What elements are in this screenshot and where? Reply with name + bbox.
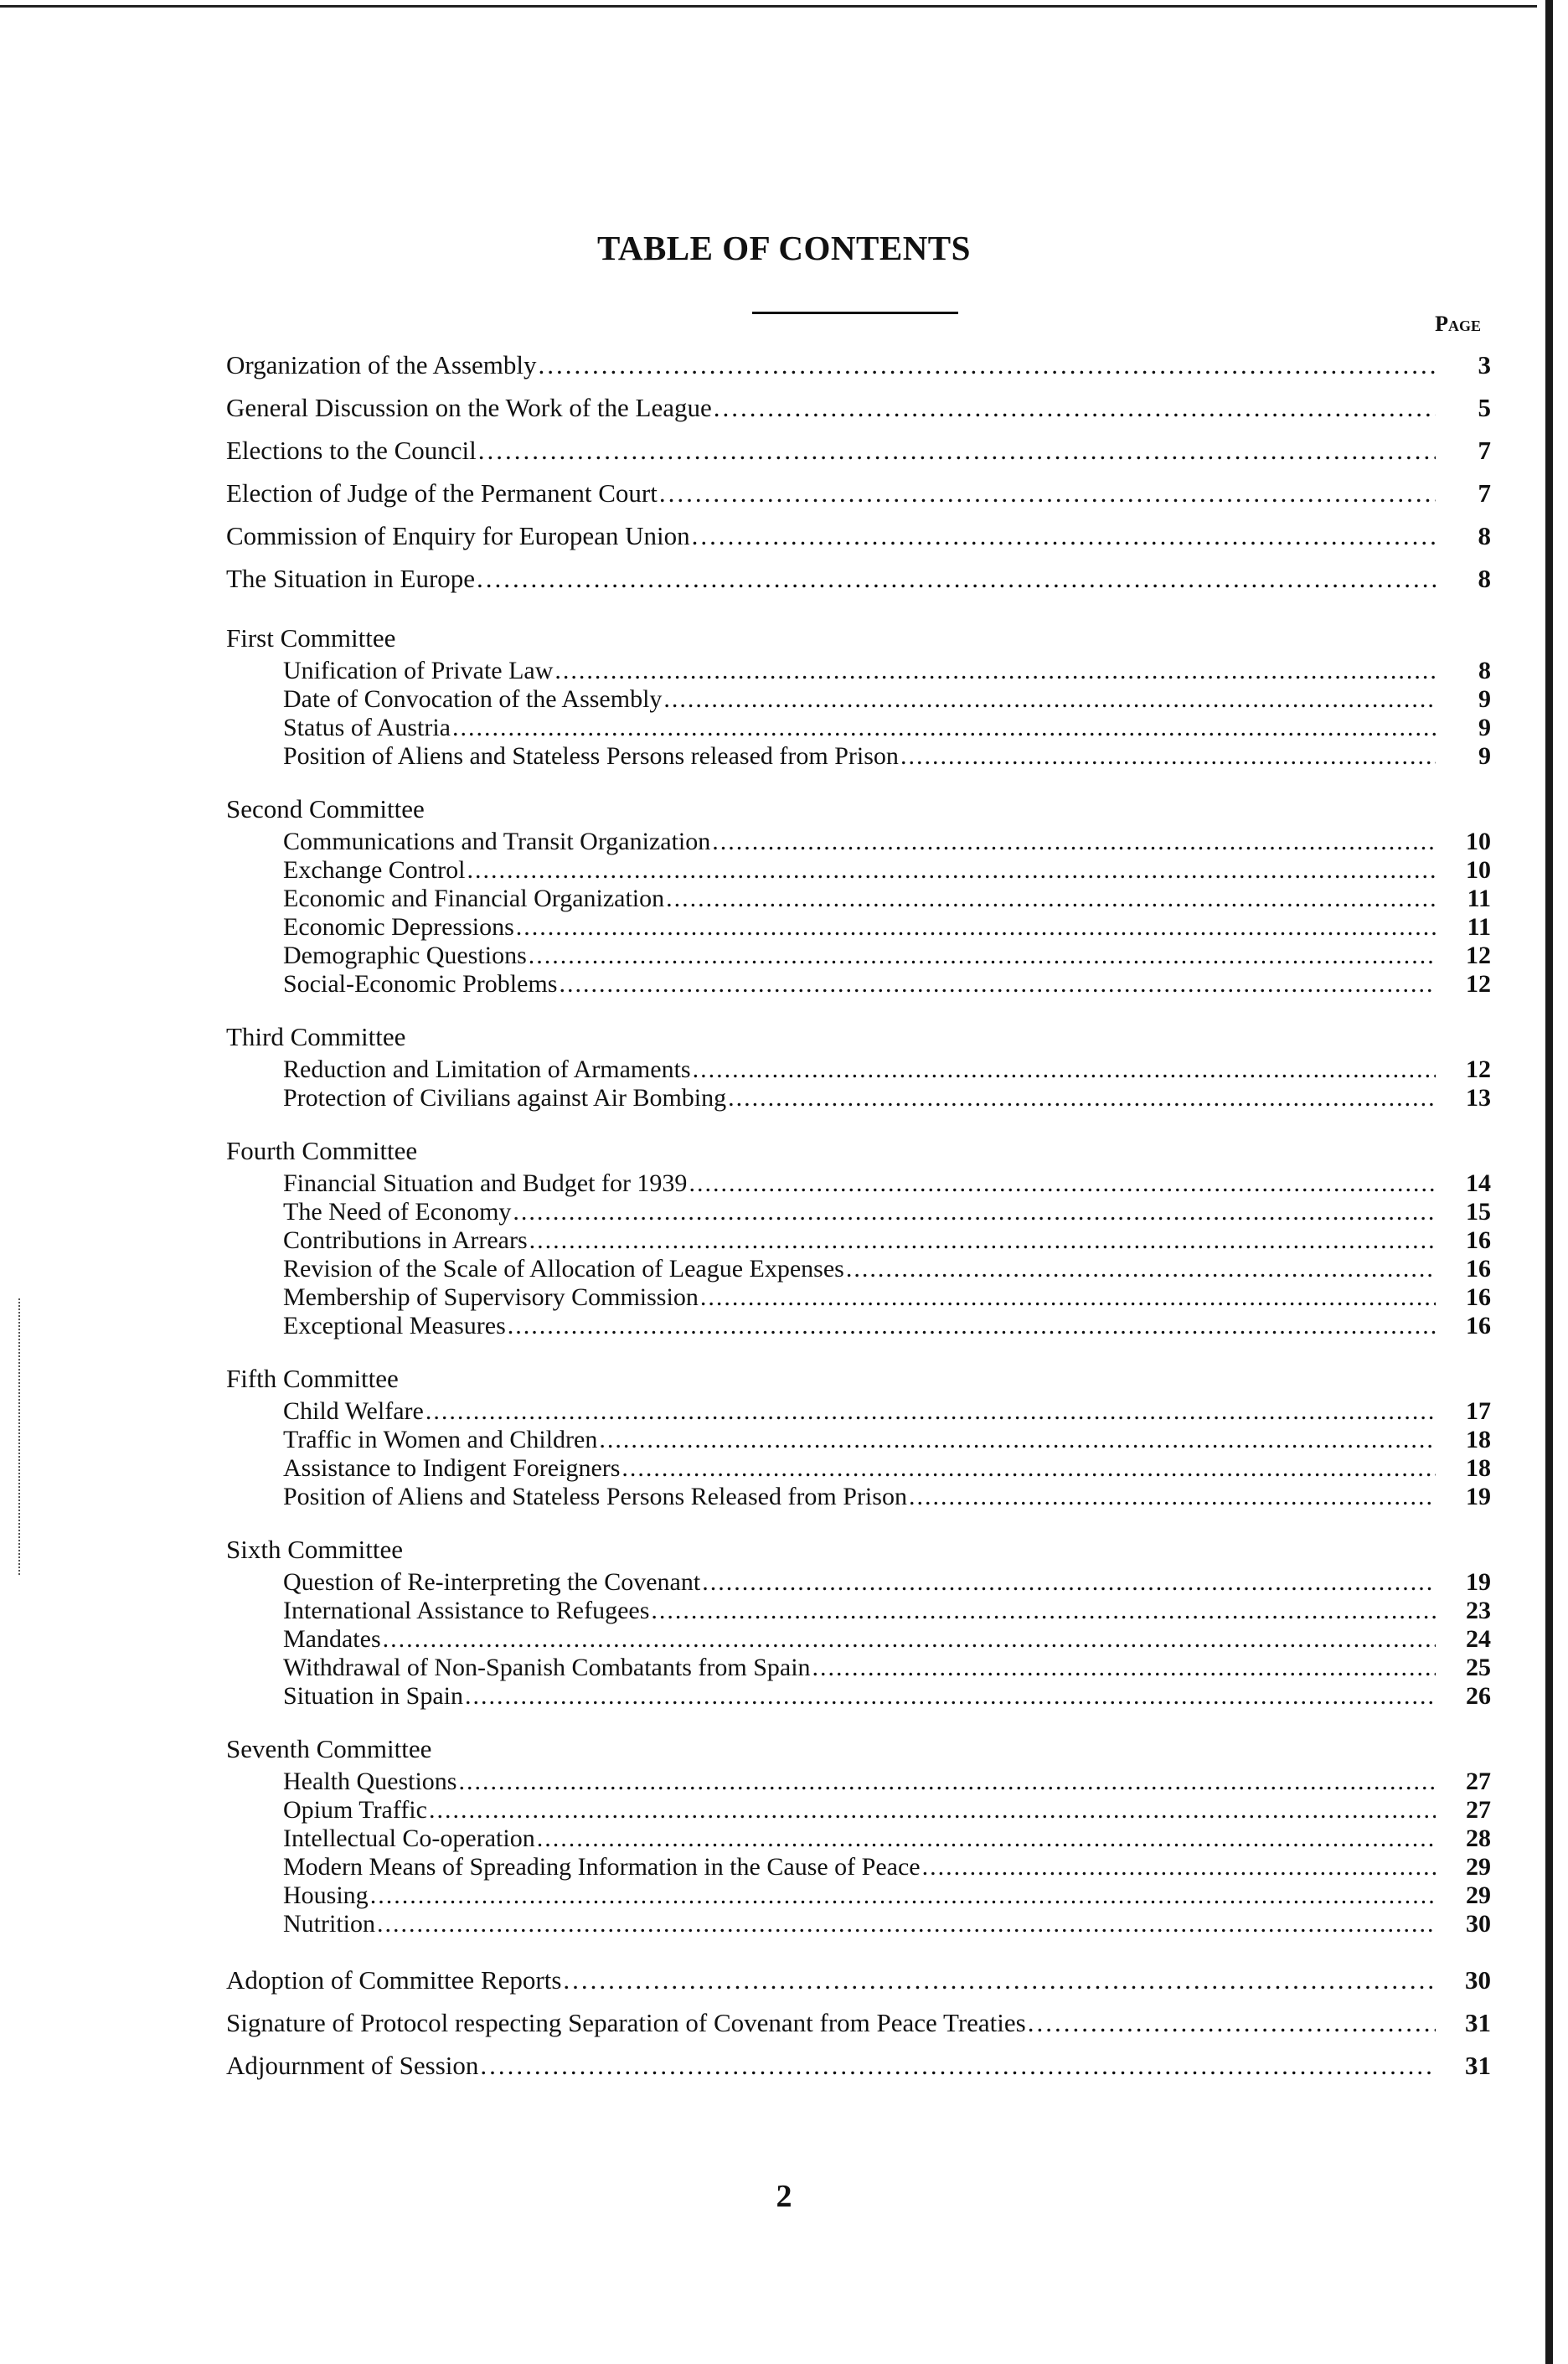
margin-marks — [18, 1298, 23, 1575]
dot-leader — [467, 856, 1436, 885]
toc-entry[interactable] — [226, 1426, 1491, 1454]
entry-label: Opium Traffic — [283, 1796, 427, 1824]
toc-entry[interactable] — [226, 913, 1491, 942]
toc-entry[interactable] — [226, 1568, 1491, 1597]
entry-label: Traffic in Women and Children — [283, 1426, 598, 1453]
entry-label: Question of Re-interpreting the Covenant — [283, 1568, 701, 1596]
dot-leader — [900, 742, 1436, 771]
entry-label: Intellectual Co-operation — [283, 1825, 535, 1852]
entry-page: 31 — [1465, 2051, 1491, 2080]
entry-page: 19 — [1466, 1483, 1491, 1510]
dot-leader — [370, 1881, 1436, 1910]
section-first-committee — [226, 620, 1491, 771]
toc-entry[interactable] — [226, 714, 1491, 742]
entry-label: The Situation in Europe — [226, 564, 476, 593]
toc-entry[interactable] — [226, 1910, 1491, 1938]
entry-label: Unification of Private Law — [283, 657, 554, 684]
toc-entry[interactable] — [226, 885, 1491, 913]
toc-entry[interactable] — [226, 828, 1491, 856]
dot-leader — [377, 1910, 1436, 1938]
dot-leader — [480, 2044, 1436, 2087]
section-fifth-committee — [226, 1360, 1491, 1511]
entry-label: General Discussion on the Work of the League — [226, 393, 712, 422]
entry-label: Situation in Spain — [283, 1682, 464, 1710]
entry-page: 16 — [1466, 1226, 1491, 1254]
section-second-committee — [226, 791, 1491, 999]
entry-page: 27 — [1466, 1796, 1491, 1824]
entry-label: Protection of Civilians against Air Bombing — [283, 1084, 727, 1112]
dot-leader — [702, 1568, 1436, 1597]
entry-page: 26 — [1466, 1682, 1491, 1710]
entry-page: 3 — [1478, 350, 1491, 379]
dot-leader — [508, 1312, 1436, 1340]
entry-page: 13 — [1466, 1084, 1491, 1112]
dot-leader — [513, 1198, 1436, 1226]
entry-label: Exchange Control — [283, 856, 466, 884]
entry-page: 18 — [1466, 1454, 1491, 1482]
toc-entry[interactable] — [226, 386, 1491, 429]
dot-leader — [659, 472, 1436, 514]
entry-page: 14 — [1466, 1169, 1491, 1197]
toc-entry[interactable] — [226, 1853, 1491, 1881]
dot-leader — [728, 1084, 1436, 1112]
dot-leader — [465, 1682, 1436, 1711]
dot-leader — [477, 557, 1436, 600]
entry-label: Position of Aliens and Stateless Persons Released from Prison — [283, 1483, 907, 1510]
entry-page: 28 — [1466, 1825, 1491, 1852]
entry-label: Contributions in Arrears — [283, 1226, 528, 1254]
entry-label: Organization of the Assembly — [226, 350, 537, 379]
entry-label: Withdrawal of Non-Spanish Combatants from Spain — [283, 1654, 811, 1681]
entry-label: Membership of Supervisory Commission — [283, 1283, 699, 1311]
entry-label: Date of Convocation of the Assembly — [283, 685, 663, 713]
entry-page: 17 — [1466, 1397, 1491, 1425]
toc-entry[interactable] — [226, 1881, 1491, 1910]
entry-page: 8 — [1478, 657, 1491, 684]
entry-label: Revision of the Scale of Allocation of League Expenses — [283, 1255, 844, 1283]
toc-entry[interactable] — [226, 1169, 1491, 1198]
entry-label: Financial Situation and Budget for 1939 — [283, 1169, 688, 1197]
dot-leader — [563, 1959, 1436, 2001]
bottom-entries — [226, 1959, 1491, 2087]
entry-page: 10 — [1466, 828, 1491, 855]
entry-page: 16 — [1466, 1312, 1491, 1339]
toc-entry[interactable] — [226, 1198, 1491, 1226]
entry-page: 9 — [1478, 742, 1491, 770]
toc-entry[interactable] — [226, 343, 1491, 386]
entry-page: 12 — [1466, 942, 1491, 969]
page-edge-shadow — [1545, 0, 1553, 2364]
entry-label: Housing — [283, 1881, 369, 1909]
entry-label: Adoption of Committee Reports — [226, 1965, 562, 1995]
entry-page: 9 — [1478, 714, 1491, 741]
entry-label: Assistance to Indigent Foreigners — [283, 1454, 621, 1482]
table-of-contents — [226, 343, 1491, 2087]
entry-label: Economic and Financial Organization — [283, 885, 665, 912]
dot-leader — [663, 685, 1436, 714]
toc-entry[interactable] — [226, 1397, 1491, 1426]
toc-entry[interactable] — [226, 429, 1491, 472]
section-title: Sixth Committee — [226, 1535, 403, 1564]
dot-leader — [599, 1426, 1436, 1454]
entry-label: Position of Aliens and Stateless Persons released from Prison — [283, 742, 899, 770]
entry-label: The Need of Economy — [283, 1198, 512, 1226]
dot-leader — [429, 1796, 1436, 1825]
toc-entry[interactable] — [226, 1959, 1491, 2001]
toc-entry[interactable] — [226, 557, 1491, 600]
entry-page: 29 — [1466, 1881, 1491, 1909]
entry-page: 31 — [1465, 2008, 1491, 2037]
entry-page: 10 — [1466, 856, 1491, 884]
dot-leader — [383, 1625, 1436, 1654]
dot-leader — [812, 1654, 1436, 1682]
dot-leader — [478, 429, 1436, 472]
toc-entry[interactable] — [226, 1625, 1491, 1654]
entry-label: Exceptional Measures — [283, 1312, 506, 1339]
entry-label: Communications and Transit Organization — [283, 828, 711, 855]
dot-leader — [689, 1169, 1436, 1198]
toc-entry[interactable] — [226, 1825, 1491, 1853]
dot-leader — [1028, 2001, 1436, 2044]
entry-page: 9 — [1478, 685, 1491, 713]
entry-page: 23 — [1466, 1597, 1491, 1624]
entry-label: Economic Depressions — [283, 913, 514, 941]
toc-entry[interactable] — [226, 1796, 1491, 1825]
toc-entry[interactable] — [226, 472, 1491, 514]
entry-page: 12 — [1466, 1056, 1491, 1083]
toc-entry[interactable] — [226, 1597, 1491, 1625]
dot-leader — [651, 1597, 1436, 1625]
toc-entry[interactable] — [226, 1226, 1491, 1255]
toc-entry[interactable] — [226, 1084, 1491, 1112]
toc-entry[interactable] — [226, 742, 1491, 771]
section-title: Fifth Committee — [226, 1364, 399, 1393]
toc-entry[interactable] — [226, 2001, 1491, 2044]
toc-entry[interactable] — [226, 1483, 1491, 1511]
dot-leader — [516, 913, 1436, 942]
section-title: First Committee — [226, 623, 396, 653]
toc-entry[interactable] — [226, 1056, 1491, 1084]
toc-entry[interactable] — [226, 856, 1491, 885]
entry-label: Adjournment of Session — [226, 2051, 479, 2080]
dot-leader — [714, 386, 1436, 429]
entry-label: Nutrition — [283, 1910, 375, 1938]
top-border-rule — [0, 5, 1537, 8]
entry-page: 8 — [1478, 521, 1491, 550]
toc-entry[interactable] — [226, 1255, 1491, 1283]
dot-leader — [846, 1255, 1436, 1283]
entry-page: 19 — [1466, 1568, 1491, 1596]
toc-entry[interactable] — [226, 1768, 1491, 1796]
entry-label: Elections to the Council — [226, 436, 477, 465]
toc-entry[interactable] — [226, 1283, 1491, 1312]
dot-leader — [529, 942, 1436, 970]
dot-leader — [426, 1397, 1436, 1426]
section-title: Fourth Committee — [226, 1136, 418, 1165]
toc-entry[interactable] — [226, 1654, 1491, 1682]
dot-leader — [559, 970, 1436, 999]
toc-entry[interactable] — [226, 2044, 1491, 2087]
dot-leader — [537, 1825, 1436, 1853]
entry-label: Social-Economic Problems — [283, 970, 558, 998]
toc-entry[interactable] — [226, 970, 1491, 999]
dot-leader — [554, 657, 1436, 685]
entry-label: Modern Means of Spreading Information in the Cause of Peace — [283, 1853, 921, 1881]
entry-label: Reduction and Limitation of Armaments — [283, 1056, 691, 1083]
top-entries — [226, 343, 1491, 600]
entry-page: 16 — [1466, 1255, 1491, 1283]
dot-leader — [666, 885, 1436, 913]
page-column-header: Page — [1435, 312, 1481, 336]
section-fourth-committee — [226, 1133, 1491, 1340]
entry-page: 16 — [1466, 1283, 1491, 1311]
toc-entry[interactable] — [226, 1312, 1491, 1340]
entry-page: 11 — [1467, 885, 1491, 912]
dot-leader — [529, 1226, 1436, 1255]
section-third-committee — [226, 1019, 1491, 1112]
toc-entry[interactable] — [226, 685, 1491, 714]
title-divider — [752, 312, 958, 314]
toc-entry[interactable] — [226, 657, 1491, 685]
toc-entry[interactable] — [226, 1454, 1491, 1483]
entry-page: 24 — [1466, 1625, 1491, 1653]
dot-leader — [693, 1056, 1436, 1084]
section-title: Seventh Committee — [226, 1734, 432, 1763]
entry-page: 5 — [1478, 393, 1491, 422]
page-number: 2 — [776, 2179, 792, 2214]
entry-page: 11 — [1467, 913, 1491, 941]
entry-page: 27 — [1466, 1768, 1491, 1795]
section-sixth-committee — [226, 1531, 1491, 1711]
dot-leader — [922, 1853, 1436, 1881]
entry-label: Demographic Questions — [283, 942, 527, 969]
entry-page: 18 — [1466, 1426, 1491, 1453]
dot-leader — [909, 1483, 1436, 1511]
entry-page: 30 — [1466, 1910, 1491, 1938]
toc-entry[interactable] — [226, 1682, 1491, 1711]
section-title: Second Committee — [226, 794, 425, 823]
entry-page: 7 — [1478, 478, 1491, 508]
entry-page: 7 — [1478, 436, 1491, 465]
entry-page: 12 — [1466, 970, 1491, 998]
entry-label: Signature of Protocol respecting Separation of Covenant from Peace Treaties — [226, 2008, 1026, 2037]
entry-label: Mandates — [283, 1625, 381, 1653]
page-title: TABLE OF CONTENTS — [597, 229, 971, 267]
dot-leader — [622, 1454, 1436, 1483]
entry-page: 15 — [1466, 1198, 1491, 1226]
section-seventh-committee — [226, 1731, 1491, 1938]
dot-leader — [700, 1283, 1436, 1312]
dot-leader — [539, 343, 1436, 386]
entry-label: Commission of Enquiry for European Union — [226, 521, 690, 550]
section-title: Third Committee — [226, 1022, 406, 1051]
toc-entry[interactable] — [226, 514, 1491, 557]
entry-label: Child Welfare — [283, 1397, 424, 1425]
dot-leader — [458, 1768, 1436, 1796]
toc-entry[interactable] — [226, 942, 1491, 970]
entry-page: 30 — [1465, 1965, 1491, 1995]
entry-page: 8 — [1478, 564, 1491, 593]
entry-label: Election of Judge of the Permanent Court — [226, 478, 658, 508]
entry-label: Status of Austria — [283, 714, 451, 741]
entry-page: 25 — [1466, 1654, 1491, 1681]
entry-label: International Assistance to Refugees — [283, 1597, 650, 1624]
entry-page: 29 — [1466, 1853, 1491, 1881]
dot-leader — [692, 514, 1436, 557]
dot-leader — [452, 714, 1436, 742]
dot-leader — [712, 828, 1436, 856]
entry-label: Health Questions — [283, 1768, 457, 1795]
